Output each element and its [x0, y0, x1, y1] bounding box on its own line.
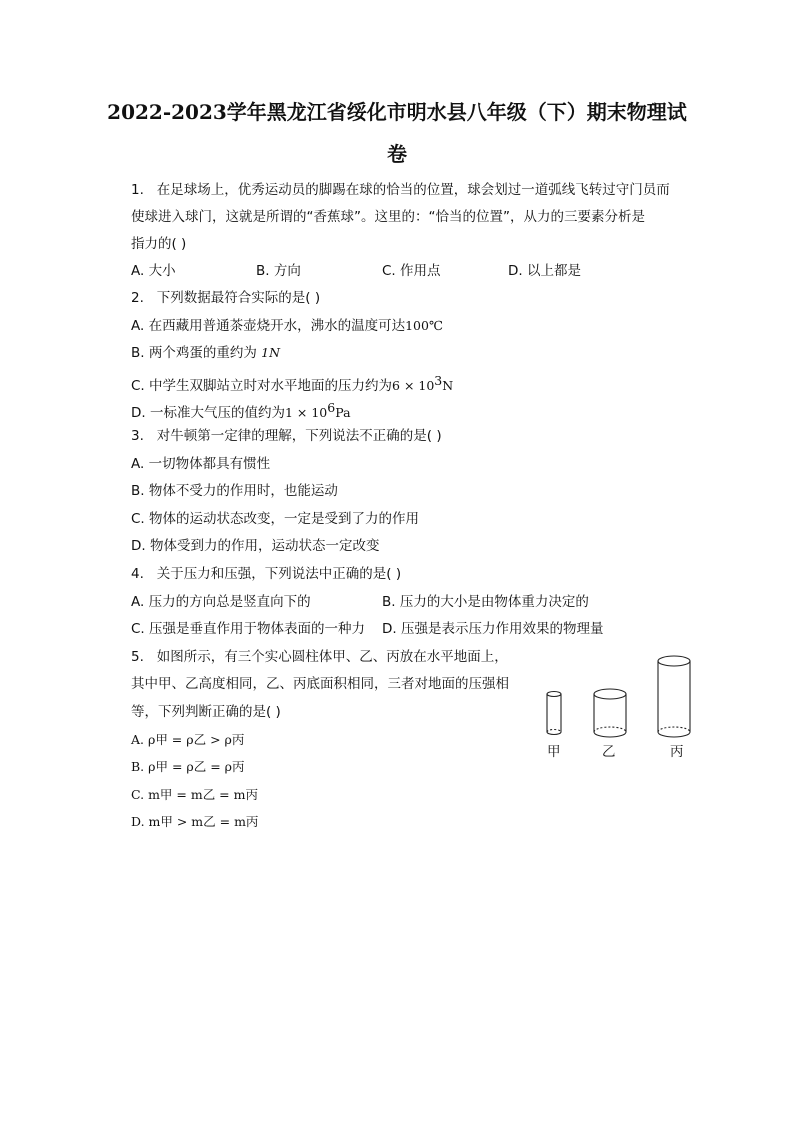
q3-option-d: D. 物体受到力的作用，运动状态一定改变	[131, 538, 380, 554]
q1-option-c: C. 作用点	[382, 263, 441, 279]
figure-label-jia: 甲	[547, 744, 561, 760]
q2-option-a-text: A. 在西藏用普通茶壶烧开水，沸水的温度可达	[131, 318, 406, 334]
cylinder-jia	[547, 692, 561, 735]
q2-option-a-value: 100℃	[405, 318, 443, 333]
figure-label-yi: 乙	[602, 744, 616, 760]
q2-option-b-text: B. 两个鸡蛋的重约为	[131, 345, 257, 361]
q2-option-d	[131, 398, 351, 423]
figure-label-bing: 丙	[670, 744, 684, 760]
q2-option-d-text: D. 一标准大气压的值约为	[131, 405, 285, 421]
q4-option-c: C. 压强是垂直作用于物体表面的一种力	[131, 621, 366, 637]
q1-option-d: D. 以上都是	[508, 263, 581, 279]
exam-title-line2: 卷	[387, 142, 407, 166]
q5-stem-line3: 等，下列判断正确的是( )	[131, 704, 281, 720]
q2-option-c-base: 6 × 10	[392, 378, 435, 393]
q2-stem	[131, 288, 320, 308]
exam-title-line1: 2022-2023学年黑龙江省绥化市明水县八年级（下）期末物理试	[107, 100, 687, 124]
q5-number: 5.	[131, 649, 144, 665]
q2-option-c	[131, 371, 453, 396]
q4-stem-text: 关于压力和压强，下列说法中正确的是( )	[156, 566, 402, 582]
q5-line1-text: 如图所示，有三个实心圆柱体甲、乙、丙放在水平地面上，	[156, 649, 508, 665]
q1-stem-line2: 使球进入球门，这就是所谓的“香蕉球”。这里的：“恰当的位置”，从力的三要素分析是	[131, 209, 645, 225]
q3-stem	[131, 426, 442, 446]
q4-stem	[131, 564, 401, 584]
q2-stem-text: 下列数据最符合实际的是( )	[156, 290, 321, 306]
q5-option-a: A. ρ甲 = ρ乙 > ρ丙	[131, 732, 245, 747]
q3-number: 3.	[131, 428, 144, 444]
q4-option-d: D. 压强是表示压力作用效果的物理量	[382, 621, 604, 637]
cylinder-bing	[658, 656, 690, 737]
q2-number: 2.	[131, 290, 144, 306]
q5-stem-line2: 其中甲、乙高度相同，乙、丙底面积相同，三者对地面的压强相	[131, 676, 509, 692]
cylinders-figure	[536, 652, 706, 764]
q1-stem-line1	[131, 180, 670, 200]
q4-number: 4.	[131, 566, 144, 582]
q3-option-b: B. 物体不受力的作用时，也能运动	[131, 483, 338, 499]
q4-option-a: A. 压力的方向总是竖直向下的	[131, 594, 311, 610]
q1-option-b: B. 方向	[256, 263, 301, 279]
q3-option-c: C. 物体的运动状态改变，一定是受到了力的作用	[131, 511, 420, 527]
q2-option-c-exponent: 3	[434, 373, 443, 388]
q2-option-b	[131, 343, 280, 363]
q2-option-a	[131, 316, 443, 336]
q2-option-d-unit: Pa	[335, 405, 351, 420]
q3-stem-text: 对牛顿第一定律的理解，下列说法不正确的是( )	[156, 428, 442, 444]
q2-option-d-base: 1 × 10	[284, 405, 328, 420]
q5-stem-line1	[131, 647, 508, 667]
q2-option-b-value: 1N	[261, 345, 281, 360]
q5-option-b: B. ρ甲 = ρ乙 = ρ丙	[131, 759, 245, 774]
q2-option-c-text: C. 中学生双脚站立时对水平地面的压力约为	[131, 378, 393, 394]
cylinder-yi	[594, 689, 626, 737]
q3-option-a: A. 一切物体都具有惯性	[131, 456, 271, 472]
q1-stem-line3: 指力的( )	[131, 236, 187, 252]
q1-option-a: A. 大小	[131, 263, 176, 279]
q2-option-d-exponent: 6	[327, 400, 336, 415]
q5-option-c: C. m甲 = m乙 = m丙	[131, 787, 258, 802]
q4-option-b: B. 压力的大小是由物体重力决定的	[382, 594, 589, 610]
q1-number: 1.	[131, 182, 144, 198]
q2-option-c-unit: N	[442, 378, 454, 393]
q1-line1-text: 在足球场上，优秀运动员的脚踢在球的恰当的位置，球会划过一道弧线飞转过守门员而	[156, 182, 670, 198]
q5-option-d: D. m甲 > m乙 = m丙	[131, 814, 259, 829]
